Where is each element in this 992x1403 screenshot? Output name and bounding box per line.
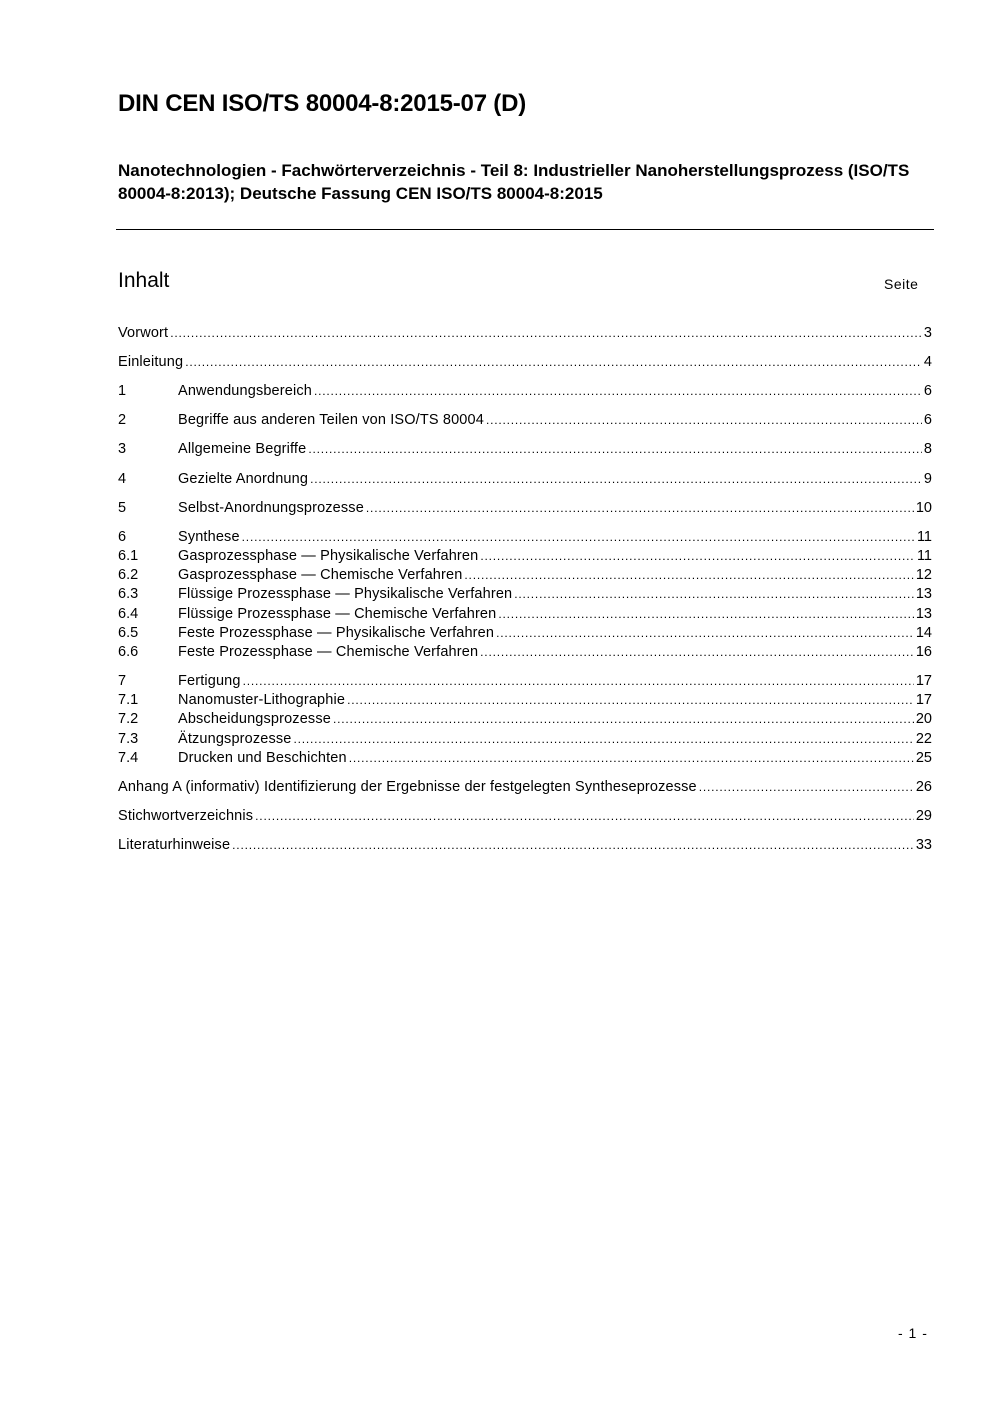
toc-entry-title: Anhang A (informativ) Identifizierung der Ergebnisse der festgelegten Syntheseprozesse bbox=[118, 779, 697, 795]
toc-entry[interactable] bbox=[118, 750, 932, 769]
toc-entry-title: Vorwort bbox=[118, 325, 169, 341]
toc-entry-page: 11 bbox=[916, 529, 932, 545]
toc-entry-number: 7.2 bbox=[118, 711, 139, 727]
toc-entry-number: 6 bbox=[118, 529, 127, 545]
toc-dot-leader bbox=[242, 529, 915, 545]
toc-entry[interactable] bbox=[118, 354, 932, 373]
toc-entry[interactable] bbox=[118, 837, 932, 856]
toc-entry[interactable] bbox=[118, 412, 932, 431]
toc-entry[interactable] bbox=[118, 673, 932, 692]
toc-dot-leader bbox=[464, 567, 913, 583]
toc-entry-number: 6.1 bbox=[118, 548, 139, 564]
toc-entry-number: 6.3 bbox=[118, 586, 139, 602]
toc-dot-leader bbox=[480, 548, 915, 564]
toc-entry-page: 20 bbox=[915, 711, 932, 727]
toc-entry-number: 4 bbox=[118, 471, 127, 487]
toc-dot-leader bbox=[514, 586, 914, 602]
toc-entry-page: 17 bbox=[915, 673, 932, 689]
toc-entry-title: Begriffe aus anderen Teilen von ISO/TS 80004 bbox=[178, 412, 484, 428]
toc-entry-title: Einleitung bbox=[118, 354, 184, 370]
toc-entry-page: 29 bbox=[915, 808, 932, 824]
toc-entry-title: Allgemeine Begriffe bbox=[178, 441, 307, 457]
toc-entry[interactable] bbox=[118, 625, 932, 644]
toc-entry-number: 7.3 bbox=[118, 731, 139, 747]
toc-entry-number: 2 bbox=[118, 412, 127, 428]
toc-dot-leader bbox=[293, 731, 913, 747]
toc-dot-leader bbox=[243, 673, 914, 689]
toc-entry-page: 25 bbox=[915, 750, 932, 766]
document-title: DIN CEN ISO/TS 80004-8:2015-07 (D) bbox=[118, 90, 527, 117]
toc-entry-page: 22 bbox=[915, 731, 932, 747]
toc-page-label: Seite bbox=[884, 276, 919, 292]
toc-entry-page: 4 bbox=[923, 354, 932, 370]
toc-entry-number: 5 bbox=[118, 500, 127, 516]
toc-entry[interactable] bbox=[118, 711, 932, 730]
toc-entry-title: Nanomuster-Lithographie bbox=[178, 692, 346, 708]
toc-entry[interactable] bbox=[118, 779, 932, 798]
toc-entry-title: Abscheidungsprozesse bbox=[178, 711, 331, 727]
toc-dot-leader bbox=[366, 500, 914, 516]
toc-entry-page: 13 bbox=[915, 586, 932, 602]
toc-entry-page: 9 bbox=[923, 471, 932, 487]
toc-entry[interactable] bbox=[118, 808, 932, 827]
toc-dot-leader bbox=[496, 625, 914, 641]
toc-entry-number: 6.2 bbox=[118, 567, 139, 583]
toc-entry-title: Fertigung bbox=[178, 673, 241, 689]
document-subtitle: Nanotechnologien - Fachwörterverzeichnis - Teil 8: Industrieller Nanoherstellungsprozess (ISO/TS 80004-8:2013); Deutsche Fassung CEN ISO/TS 80004-8:2015 bbox=[118, 161, 910, 203]
toc-entry[interactable] bbox=[118, 586, 932, 605]
toc-entry-number: 7.4 bbox=[118, 750, 139, 766]
toc-entry-page: 17 bbox=[915, 692, 932, 708]
toc-entry[interactable] bbox=[118, 731, 932, 750]
toc-entry[interactable] bbox=[118, 471, 932, 490]
toc-entry-title: Ätzungsprozesse bbox=[178, 731, 292, 747]
toc-entry[interactable] bbox=[118, 644, 932, 663]
toc-entry-title: Anwendungsbereich bbox=[178, 383, 312, 399]
toc-entry-number: 7.1 bbox=[118, 692, 139, 708]
toc-dot-leader bbox=[255, 808, 914, 824]
toc-entry-title: Selbst-Anordnungsprozesse bbox=[178, 500, 364, 516]
toc-dot-leader bbox=[347, 692, 914, 708]
toc-dot-leader bbox=[310, 471, 922, 487]
toc-entry-page: 8 bbox=[923, 441, 932, 457]
toc-entry[interactable] bbox=[118, 606, 932, 625]
toc-entry[interactable] bbox=[118, 548, 932, 567]
toc-entry-page: 6 bbox=[923, 412, 932, 428]
toc-entry-number: 6.4 bbox=[118, 606, 139, 622]
toc-entry-title: Flüssige Prozessphase — Chemische Verfahren bbox=[178, 606, 497, 622]
toc-dot-leader bbox=[232, 837, 914, 853]
toc-entry[interactable] bbox=[118, 383, 932, 402]
toc-entry[interactable] bbox=[118, 692, 932, 711]
toc-heading: Inhalt bbox=[118, 269, 170, 292]
toc-dot-leader bbox=[480, 644, 914, 660]
toc-entry[interactable] bbox=[118, 529, 932, 548]
toc-entry-title: Feste Prozessphase — Chemische Verfahren bbox=[178, 644, 479, 660]
toc-entry-title: Stichwortverzeichnis bbox=[118, 808, 254, 824]
toc-entry-page: 16 bbox=[915, 644, 932, 660]
page-number: - 1 - bbox=[898, 1325, 928, 1341]
toc-entry-number: 6.6 bbox=[118, 644, 139, 660]
toc-entry-number: 3 bbox=[118, 441, 127, 457]
toc-entry-number: 6.5 bbox=[118, 625, 139, 641]
toc-entry-title: Gasprozessphase — Chemische Verfahren bbox=[178, 567, 463, 583]
toc-entry-page: 10 bbox=[915, 500, 932, 516]
toc-dot-leader bbox=[333, 711, 914, 727]
toc-entry[interactable] bbox=[118, 500, 932, 519]
toc-entry-title: Feste Prozessphase — Physikalische Verfahren bbox=[178, 625, 495, 641]
toc-entry-title: Gezielte Anordnung bbox=[178, 471, 309, 487]
toc-entry-page: 14 bbox=[915, 625, 932, 641]
toc-entry-page: 33 bbox=[915, 837, 932, 853]
toc-dot-leader bbox=[349, 750, 914, 766]
toc-dot-leader bbox=[185, 354, 922, 370]
toc-dot-leader bbox=[486, 412, 922, 428]
toc-entry-page: 26 bbox=[915, 779, 932, 795]
toc-dot-leader bbox=[498, 606, 914, 622]
toc-entry-title: Drucken und Beschichten bbox=[178, 750, 347, 766]
toc-dot-leader bbox=[308, 441, 922, 457]
toc-entry-page: 11 bbox=[916, 548, 932, 564]
toc-entry[interactable] bbox=[118, 441, 932, 460]
toc-entry-title: Synthese bbox=[178, 529, 240, 545]
toc-entry-number: 1 bbox=[118, 383, 127, 399]
toc-entry-title: Literaturhinweise bbox=[118, 837, 231, 853]
toc-dot-leader bbox=[699, 779, 914, 795]
toc-dot-leader bbox=[170, 325, 922, 341]
title-divider bbox=[116, 229, 934, 230]
toc-entry-page: 6 bbox=[923, 383, 932, 399]
toc-entry-number: 7 bbox=[118, 673, 127, 689]
toc-entry[interactable] bbox=[118, 325, 932, 344]
toc-entry-page: 13 bbox=[915, 606, 932, 622]
toc-entry-title: Flüssige Prozessphase — Physikalische Verfahren bbox=[178, 586, 513, 602]
toc-entry[interactable] bbox=[118, 567, 932, 586]
toc-entry-page: 12 bbox=[915, 567, 932, 583]
toc-dot-leader bbox=[314, 383, 922, 399]
toc-entry-title: Gasprozessphase — Physikalische Verfahren bbox=[178, 548, 479, 564]
toc-entry-page: 3 bbox=[923, 325, 932, 341]
